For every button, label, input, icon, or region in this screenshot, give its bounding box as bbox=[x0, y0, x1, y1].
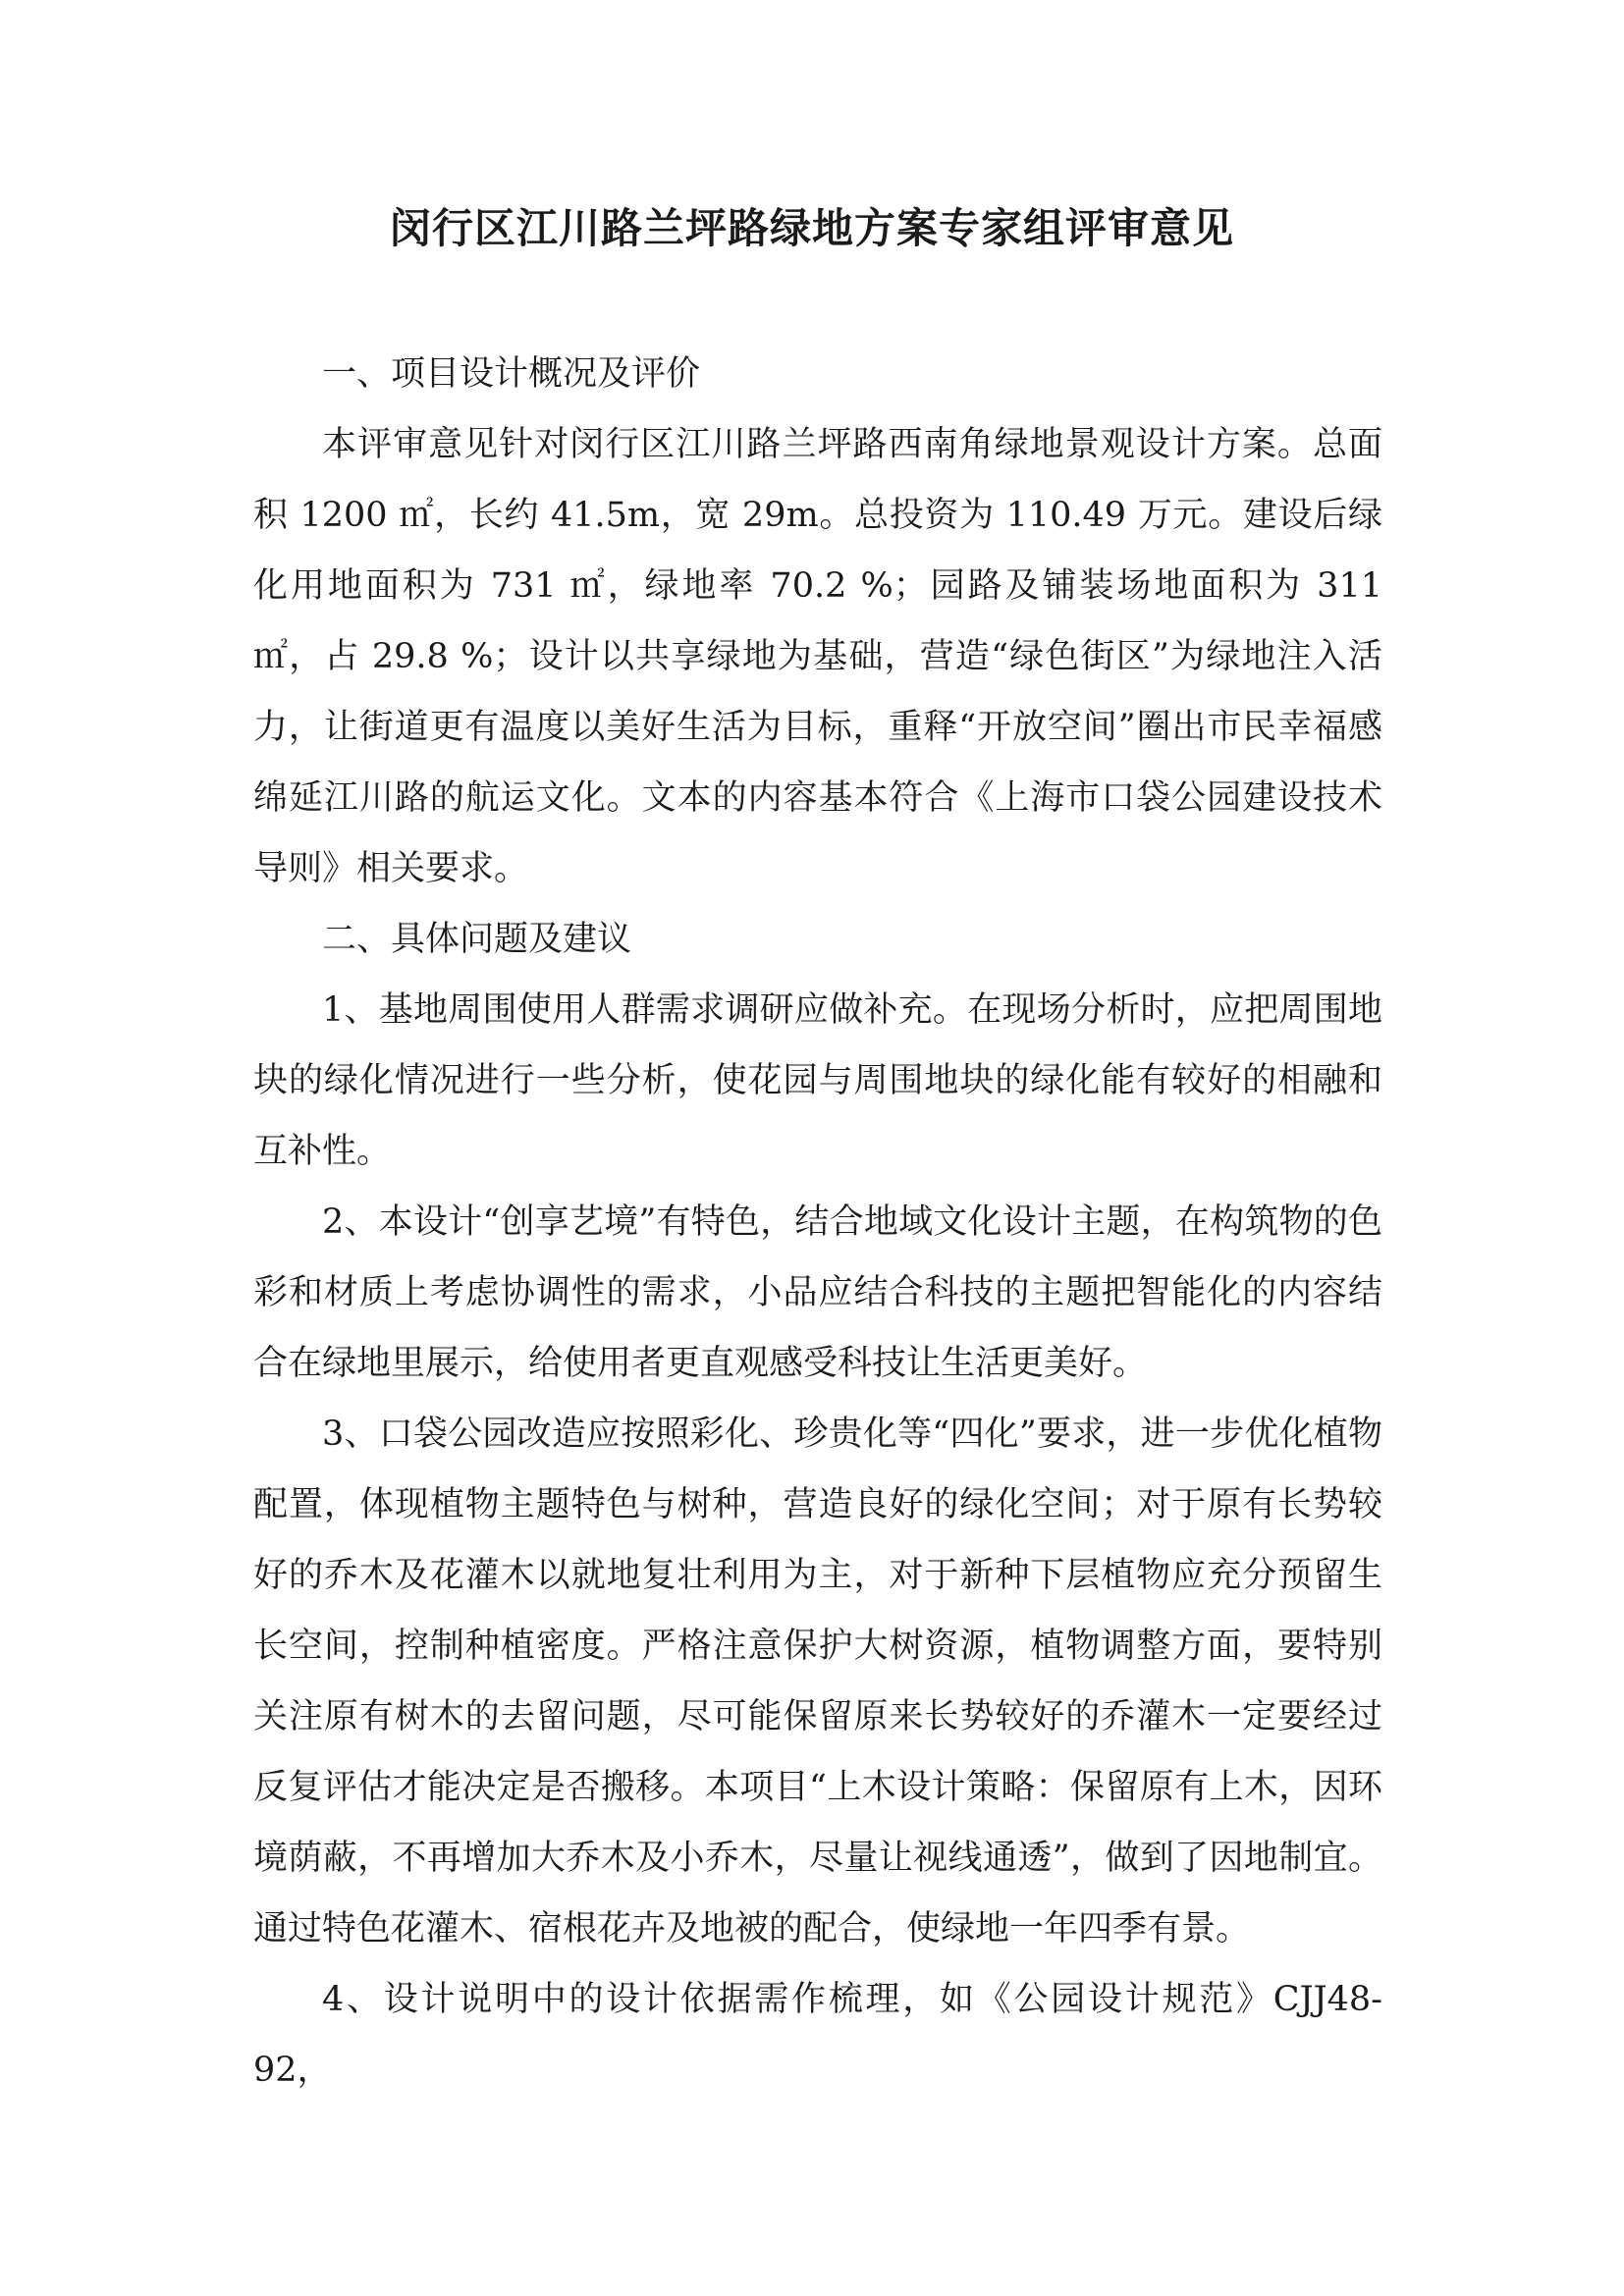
document-body bbox=[253, 339, 1382, 2106]
paragraph-issue-1: 1、基地周围使用人群需求调研应做补充。在现场分析时，应把周围地块的绿化情况进行一些分析，使花园与周围地块的绿化能有较好的相融和互补性。 bbox=[253, 990, 1382, 1171]
section-heading-overview: 一、项目设计概况及评价 bbox=[322, 354, 701, 394]
paragraph-issue-3: 3、口袋公园改造应按照彩化、珍贵化等“四化”要求，进一步优化植物配置，体现植物主题特色与树种，营造良好的绿化空间；对于原有长势较好的乔木及花灌木以就地复壮利用为主，对于新种下层植物应充分预留生长空间，控制种植密度。严格注意保护大树资源，植物调整方面，要特别关注原有树木的去留问题，尽可能保留原来长势较好的乔灌木一定要经过反复评估才能决定是否搬移。本项目“上木设计策略：保留原有上木，因环境荫蔽，不再增加大乔木及小乔木，尽量让视线通透”，做到了因地制宜。通过特色花灌木、宿根花卉及地被的配合，使绿地一年四季有景。 bbox=[253, 1415, 1382, 1949]
paragraph-issue-2: 2、本设计“创享艺境”有特色，结合地域文化设计主题，在构筑物的色彩和材质上考虑协调性的需求，小品应结合科技的主题把智能化的内容结合在绿地里展示，给使用者更直观感受科技让生活更美好。 bbox=[253, 1202, 1382, 1383]
paragraph-overview: 本评审意见针对闵行区江川路兰坪路西南角绿地景观设计方案。总面积 1200 ㎡，长约 41.5m，宽 29m。总投资为 110.49 万元。建设后绿化用地面积为 731 ㎡，绿地率 70.2 %；园路及铺装场地面积为 311 ㎡，占 29.8 %；设计以共享绿地为基础，营造“绿色街区”为绿地注入活力，让街道更有温度以美好生活为目标，重释“开放空间”圈出市民幸福感绵延江川路的航运文化。文本的内容基本符合《上海市口袋公园建设技术导则》相关要求。 bbox=[253, 425, 1382, 888]
section-heading-issues: 二、具体问题及建议 bbox=[322, 920, 632, 959]
paragraph-issue-4: 4、设计说明中的设计依据需作梳理，如《公园设计规范》CJJ48-92， bbox=[253, 1980, 1382, 2090]
document-title: 闵行区江川路兰坪路绿地方案专家组评审意见 bbox=[389, 204, 1234, 252]
